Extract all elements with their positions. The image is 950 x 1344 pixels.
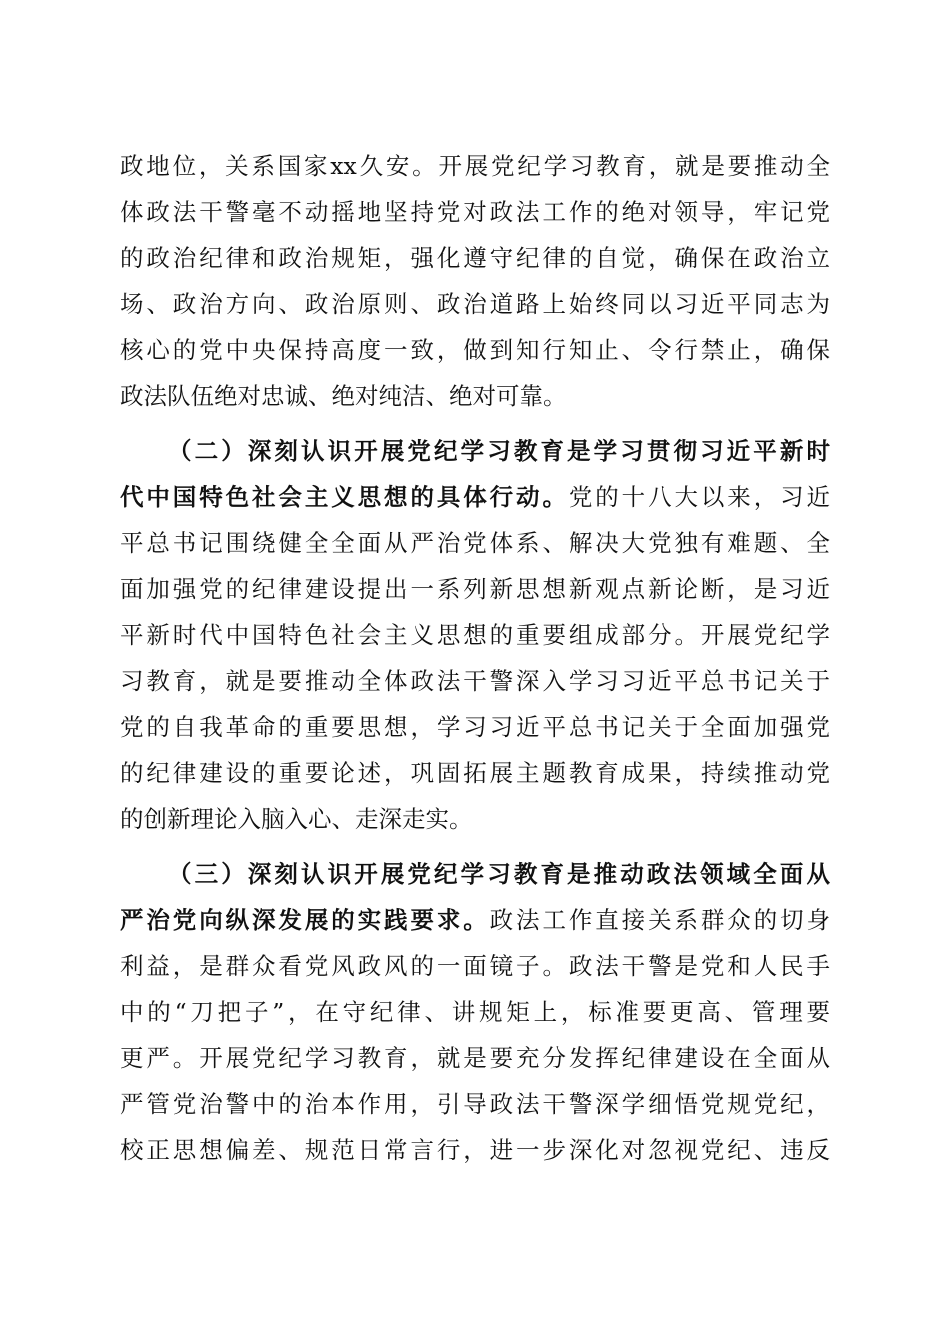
text-line: [120, 235, 830, 281]
text-line: [120, 612, 830, 658]
paragraph-1: [120, 143, 830, 419]
text-line: [120, 520, 830, 566]
paragraph-2: [120, 428, 830, 842]
text-segment: 政地位，关系国家xx久安。开展党纪学习教育，就是要推动全: [120, 152, 830, 180]
text-line: [120, 943, 830, 989]
text-line: [120, 851, 830, 897]
paragraph-spacer: [120, 842, 830, 851]
paragraph-spacer: [120, 419, 830, 428]
text-line: [120, 327, 830, 373]
text-segment: 政法工作直接关系群众的切身: [489, 906, 831, 934]
text-line: [120, 704, 830, 750]
text-line: [120, 428, 830, 474]
paragraph-3: [120, 851, 830, 1173]
text-line: [120, 989, 830, 1035]
text-segment: 平新时代中国特色社会主义思想的重要组成部分。开展党纪学: [120, 621, 830, 649]
text-line: [120, 658, 830, 704]
text-segment: 的创新理论入脑入心、走深走实。: [120, 805, 473, 833]
text-segment: 的纪律建设的重要论述，巩固拓展主题教育成果，持续推动党: [120, 759, 830, 787]
text-segment: 场、政治方向、政治原则、政治道路上始终同以习近平同志为: [120, 290, 830, 318]
bold-text-segment: 代中国特色社会主义思想的具体行动。: [120, 483, 569, 511]
text-line: [120, 189, 830, 235]
text-segment: 校正思想偏差、规范日常言行，进一步深化对忽视党纪、违反: [120, 1136, 830, 1164]
text-segment: 的政治纪律和政治规矩，强化遵守纪律的自觉，确保在政治立: [120, 244, 830, 272]
text-segment: 中的“刀把子”，在守纪律、讲规矩上，标准要更高、管理要: [120, 998, 830, 1026]
text-segment: 习教育，就是要推动全体政法干警深入学习习近平总书记关于: [120, 667, 830, 695]
text-segment: 体政法干警毫不动摇地坚持党对政法工作的绝对领导，牢记党: [120, 198, 830, 226]
text-segment: 党的自我革命的重要思想，学习习近平总书记关于全面加强党: [120, 713, 830, 741]
text-segment: 党的十八大以来，习近: [568, 483, 831, 511]
text-line: [120, 796, 830, 842]
text-line: [120, 1035, 830, 1081]
text-line: [120, 566, 830, 612]
text-segment: 政法队伍绝对忠诚、绝对纯洁、绝对可靠。: [120, 382, 567, 410]
text-segment: 面加强党的纪律建设提出一系列新思想新观点新论断，是习近: [120, 575, 830, 603]
text-segment: 更严。开展党纪学习教育，就是要充分发挥纪律建设在全面从: [120, 1044, 830, 1072]
text-line: [120, 897, 830, 943]
text-segment: 严管党治警中的治本作用，引导政法干警深学细悟党规党纪，: [120, 1090, 830, 1118]
text-line: [120, 1081, 830, 1127]
bold-text-segment: 严治党向纵深发展的实践要求。: [120, 906, 490, 934]
text-segment: 核心的党中央保持高度一致，做到知行知止、令行禁止，确保: [120, 336, 830, 364]
text-line: [120, 750, 830, 796]
text-line: [120, 474, 830, 520]
text-line: [120, 1127, 830, 1173]
document-body: [120, 143, 830, 1173]
text-segment: 利益，是群众看党风政风的一面镜子。政法干警是党和人民手: [120, 952, 830, 980]
text-line: [120, 281, 830, 327]
bold-text-segment: （三）深刻认识开展党纪学习教育是推动政法领域全面从: [168, 860, 830, 888]
text-segment: 平总书记围绕健全全面从严治党体系、解决大党独有难题、全: [120, 529, 830, 557]
bold-text-segment: （二）深刻认识开展党纪学习教育是学习贯彻习近平新时: [168, 437, 830, 465]
text-line: [120, 373, 830, 419]
text-line: [120, 143, 830, 189]
